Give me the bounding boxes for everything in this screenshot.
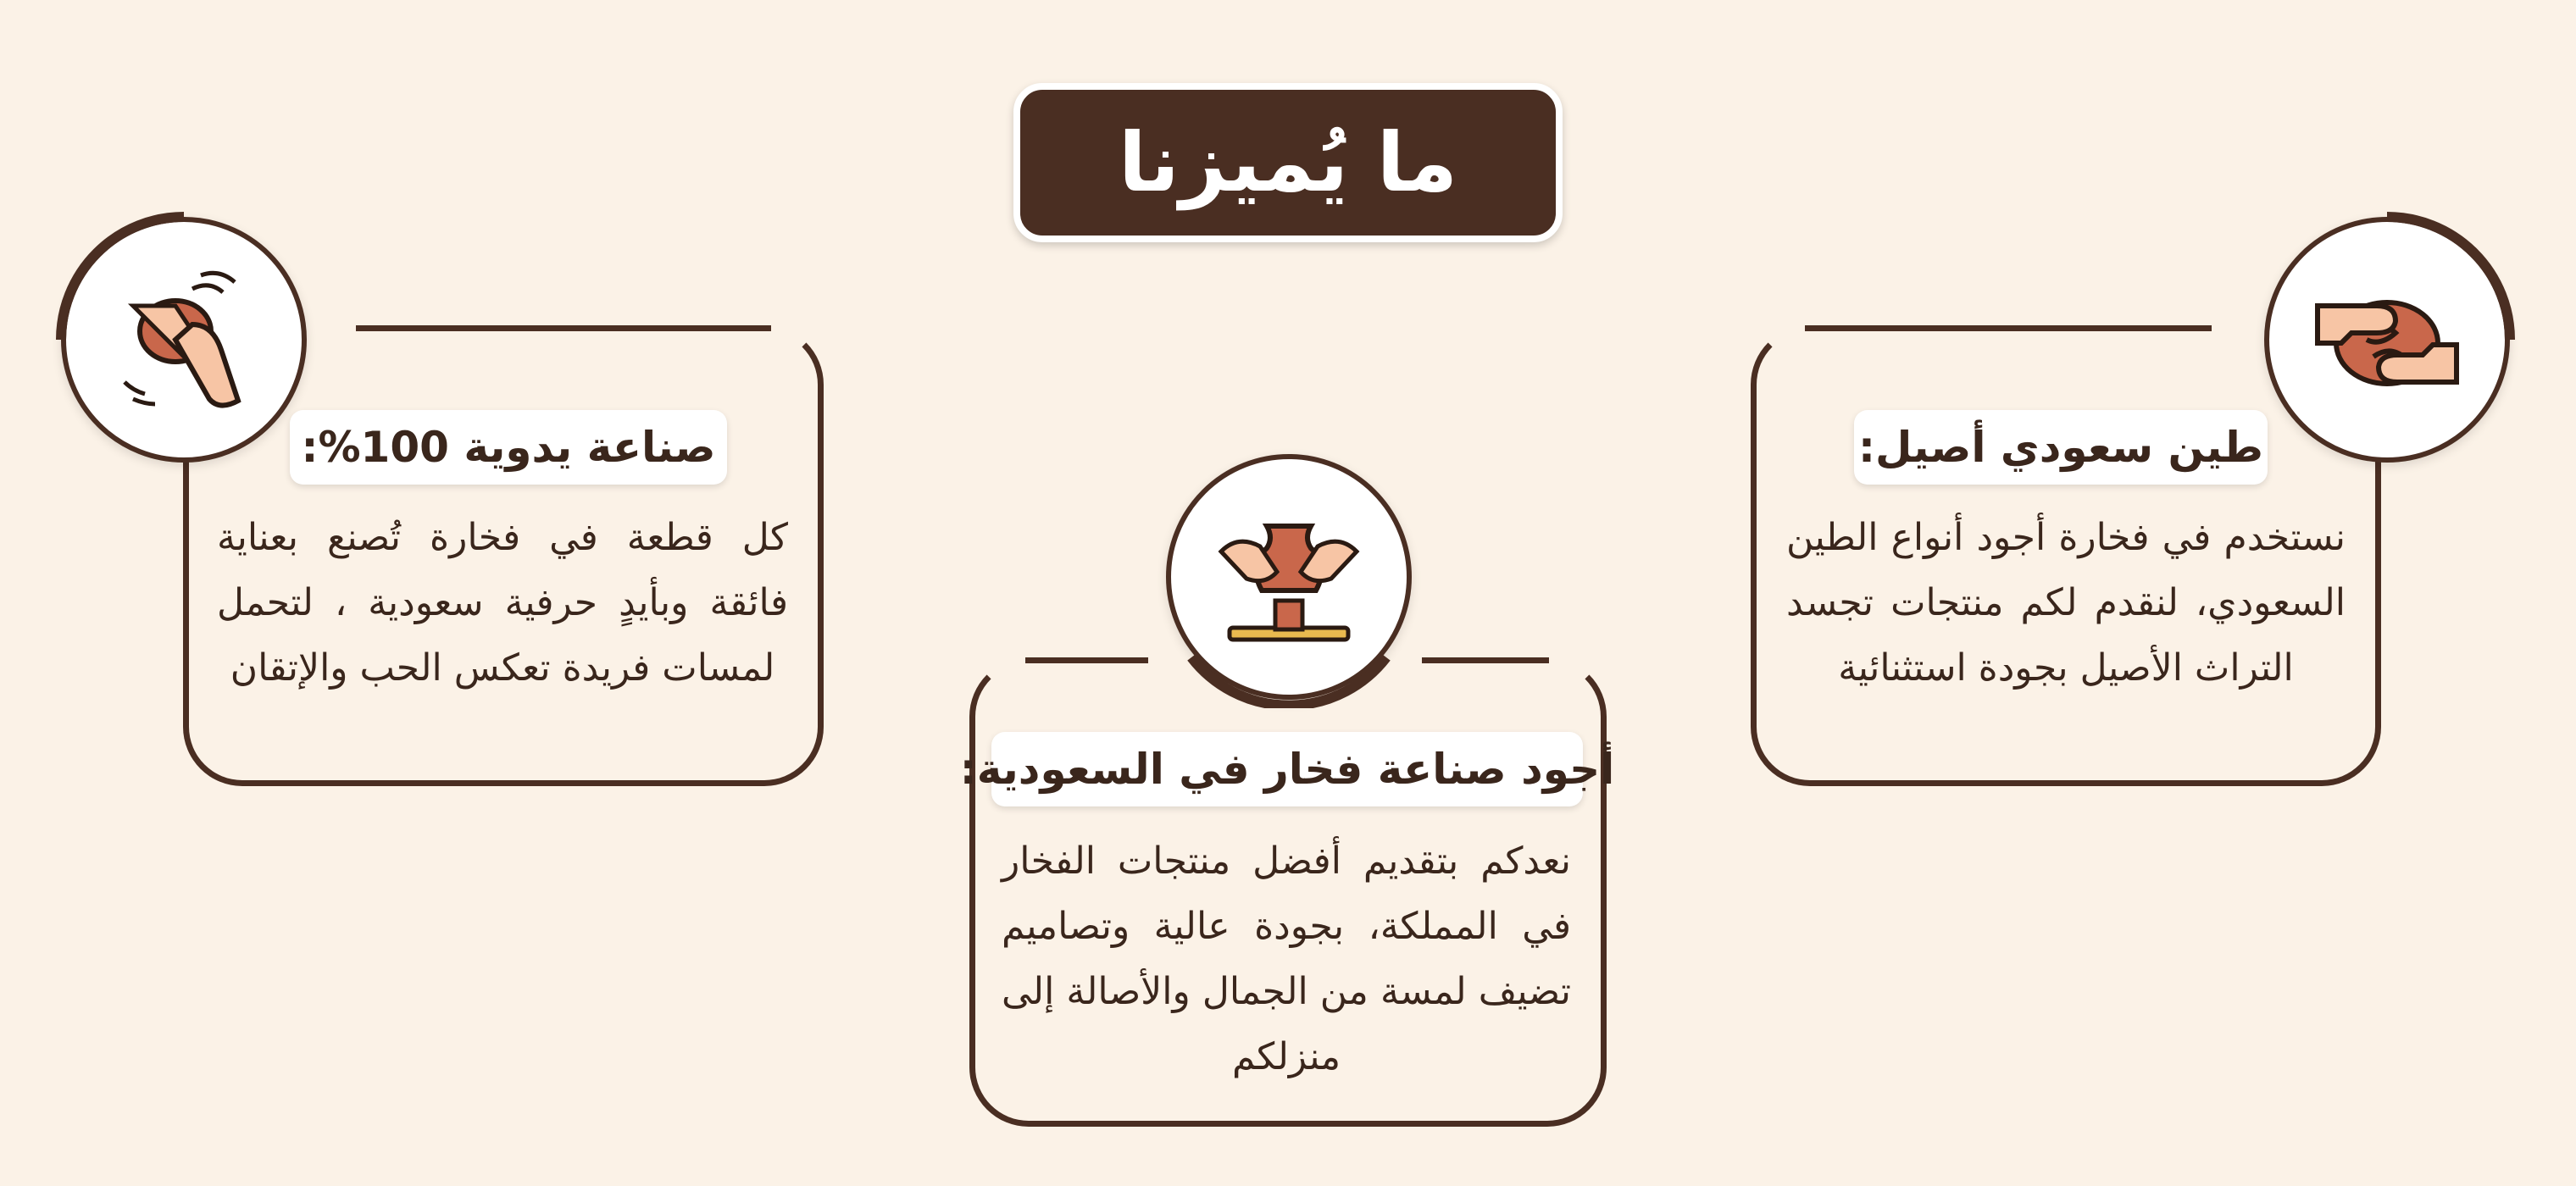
circle-accent-arc xyxy=(1158,446,1420,708)
card-divider xyxy=(1805,325,2212,331)
feature-body: كل قطعة في فخارة تُصنع بعناية فائقة وبأيدٍ حرفية سعودية ، لتحمل لمسات فريدة تعكس الحب والإتقان xyxy=(217,516,788,690)
card-divider xyxy=(356,325,771,331)
feature-heading: أجود صناعة فخار في السعودية: xyxy=(991,732,1583,806)
card-divider xyxy=(1025,657,1148,663)
feature-body: نستخدم في فخارة أجود أنواع الطين السعودي، لنقدم لكم منتجات تجسد التراث الأصيل بجودة استثنائية xyxy=(1786,516,2346,690)
feature-body: نعدكم بتقديم أفضل منتجات الفخار في المملكة، بجودة عالية وتصاميم تضيف لمسة من الجمال والأصالة إلى منزلكم xyxy=(1002,840,1571,1078)
feature-heading: صناعة يدوية 100%: xyxy=(290,410,727,485)
circle-accent-arc xyxy=(53,208,315,471)
card-divider xyxy=(1422,657,1549,663)
page-title: ما يُميزنا xyxy=(1118,115,1458,210)
title-banner xyxy=(1013,83,1563,242)
feature-heading: طين سعودي أصيل: xyxy=(1854,410,2268,485)
circle-accent-arc xyxy=(2256,208,2518,471)
